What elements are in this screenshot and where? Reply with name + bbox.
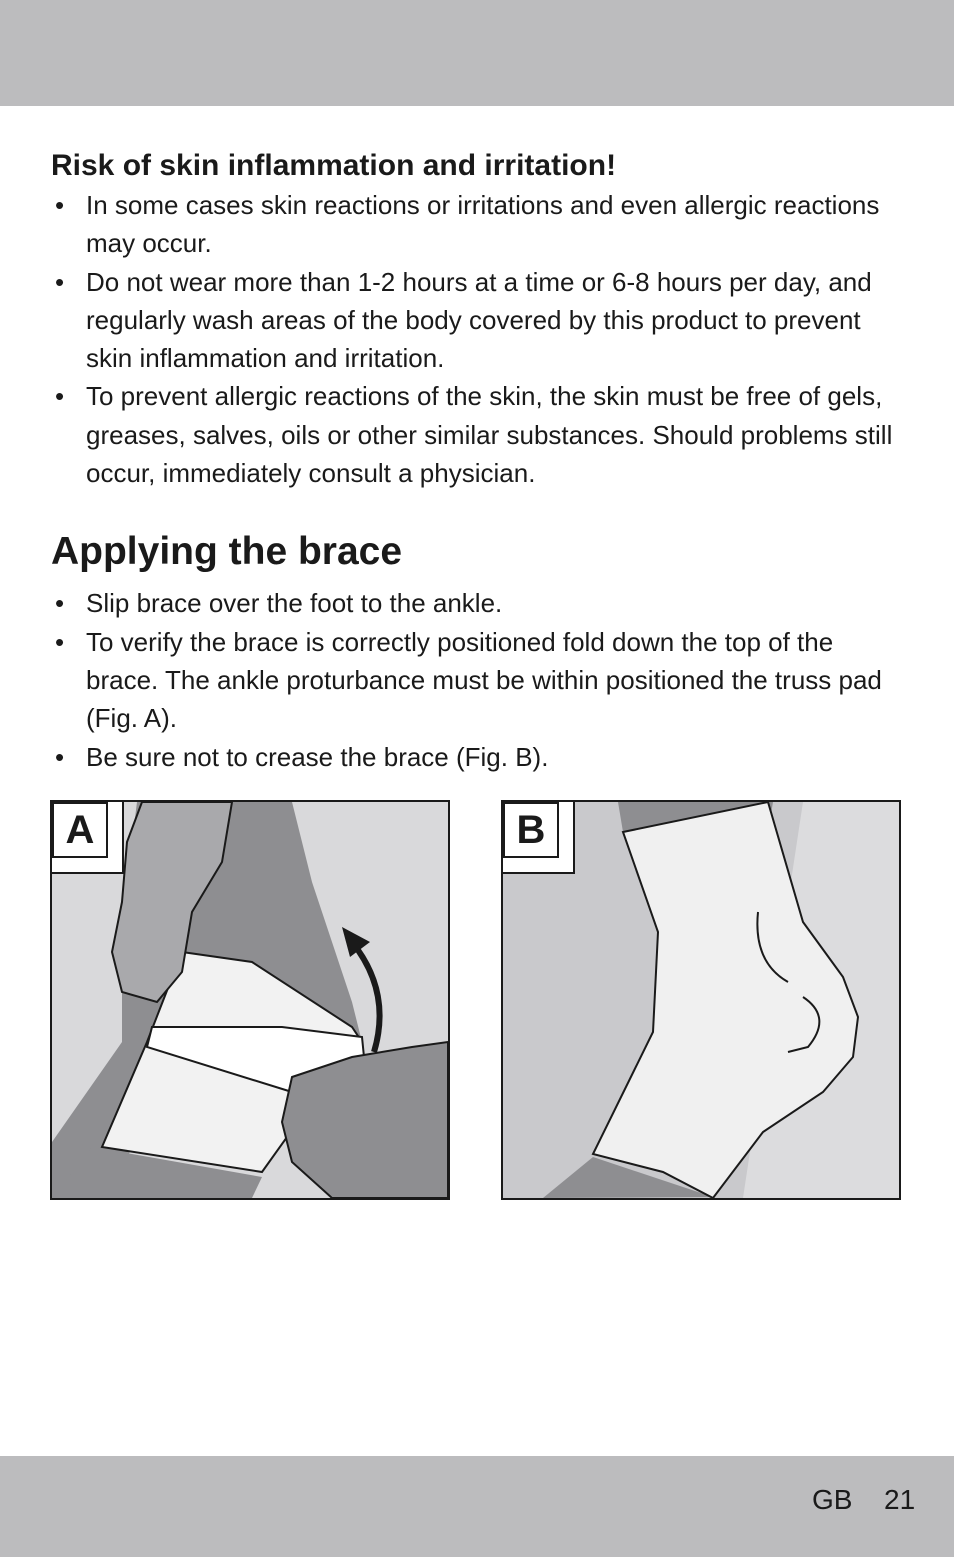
list-item: • To verify the brace is correctly positioned fold down the top of the brace. The ankle proturbance must be within positioned the truss pad (Fig. A). [51,623,911,738]
page-number: 21 [884,1484,916,1515]
figure-b-label: B [503,802,559,858]
list-item: • Be sure not to crease the brace (Fig. B). [51,738,911,776]
figure-b [501,800,901,1200]
page-content [51,146,911,776]
list-item: • Do not wear more than 1-2 hours at a time or 6-8 hours per day, and regularly wash areas of the body covered by this product to prevent skin inflammation and irritation. [51,263,911,378]
header-band [0,0,954,106]
list-item: • To prevent allergic reactions of the skin, the skin must be free of gels, greases, salves, oils or other similar substances. Should problems still occur, immediately consult a physician. [51,377,911,492]
warning-title: Risk of skin inflammation and irritation! [51,149,617,182]
section-title: Applying the brace [51,530,403,574]
figure-a [50,800,450,1200]
instruction-list [51,584,911,775]
footer-language: GB [812,1484,853,1515]
figure-a-label: A [52,802,108,858]
footer-band [0,1456,954,1557]
warning-list [51,186,911,492]
list-item: • Slip brace over the foot to the ankle. [51,584,911,622]
list-item: • In some cases skin reactions or irritations and even allergic reactions may occur. [51,186,911,263]
